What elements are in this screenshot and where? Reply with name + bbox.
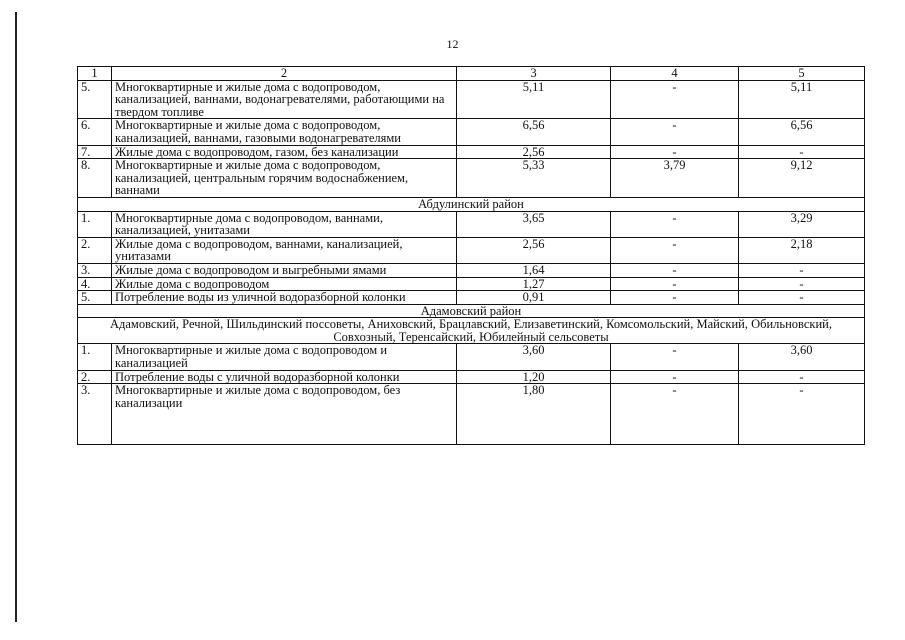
value-col4: - bbox=[611, 344, 739, 370]
value-col3: 1,80 bbox=[457, 384, 611, 445]
header-cell: 2 bbox=[112, 67, 457, 81]
value-col3: 1,27 bbox=[457, 277, 611, 291]
row-description: Жилые дома с водопроводом, газом, без канализации bbox=[112, 145, 457, 159]
section-row bbox=[78, 197, 865, 211]
row-description: Многоквартирные и жилые дома с водопроводом, канализацией, ваннами, газовыми водонагревателями bbox=[112, 119, 457, 145]
row-description: Многоквартирные дома с водопроводом, ваннами, канализацией, унитазами bbox=[112, 211, 457, 237]
section-note-councils: Адамовский, Речной, Шильдинский поссоветы, Аниховский, Брацлавский, Елизаветинский, Комсомольский, Майский, Обильновский, Совхозный, Теренсайский, Юбилейный сельсоветы bbox=[78, 318, 865, 344]
value-col4: - bbox=[611, 237, 739, 263]
tariff-table bbox=[77, 66, 865, 445]
value-col4: - bbox=[611, 211, 739, 237]
row-number: 3. bbox=[78, 263, 112, 277]
row-number: 2. bbox=[78, 237, 112, 263]
row-number: 1. bbox=[78, 211, 112, 237]
value-col5: 6,56 bbox=[739, 119, 865, 145]
section-note-row bbox=[78, 318, 865, 344]
value-col5: 5,11 bbox=[739, 80, 865, 119]
row-description: Жилые дома с водопроводом, ваннами, канализацией, унитазами bbox=[112, 237, 457, 263]
section-title-abdulinsky: Абдулинский район bbox=[78, 197, 865, 211]
section-title-adamovsky: Адамовский район bbox=[78, 304, 865, 318]
row-description: Жилые дома с водопроводом bbox=[112, 277, 457, 291]
table-row bbox=[78, 263, 865, 277]
header-cell: 3 bbox=[457, 67, 611, 81]
value-col4: - bbox=[611, 291, 739, 305]
value-col3: 6,56 bbox=[457, 119, 611, 145]
value-col3: 2,56 bbox=[457, 145, 611, 159]
row-number: 7. bbox=[78, 145, 112, 159]
value-col4: - bbox=[611, 277, 739, 291]
table-row bbox=[78, 384, 865, 445]
value-col5: - bbox=[739, 263, 865, 277]
row-number: 3. bbox=[78, 384, 112, 445]
row-number: 6. bbox=[78, 119, 112, 145]
header-cell: 4 bbox=[611, 67, 739, 81]
value-col5: 2,18 bbox=[739, 237, 865, 263]
value-col5: 9,12 bbox=[739, 159, 865, 198]
table-row bbox=[78, 211, 865, 237]
value-col4: - bbox=[611, 263, 739, 277]
value-col5: - bbox=[739, 277, 865, 291]
value-col5: 3,29 bbox=[739, 211, 865, 237]
table-header-row bbox=[78, 67, 865, 81]
value-col3: 1,64 bbox=[457, 263, 611, 277]
value-col5: - bbox=[739, 384, 865, 445]
table-row bbox=[78, 159, 865, 198]
table-row bbox=[78, 80, 865, 119]
value-col3: 3,65 bbox=[457, 211, 611, 237]
row-description: Многоквартирные и жилые дома с водопроводом, без канализации bbox=[112, 384, 457, 445]
value-col4: 3,79 bbox=[611, 159, 739, 198]
page-number: 12 bbox=[446, 37, 459, 51]
value-col4: - bbox=[611, 145, 739, 159]
row-number: 8. bbox=[78, 159, 112, 198]
row-number: 1. bbox=[78, 344, 112, 370]
value-col5: 3,60 bbox=[739, 344, 865, 370]
table-row bbox=[78, 277, 865, 291]
value-col5: - bbox=[739, 370, 865, 384]
value-col3: 5,11 bbox=[457, 80, 611, 119]
row-description: Потребление воды из уличной водоразборной колонки bbox=[112, 291, 457, 305]
row-description: Многоквартирные и жилые дома с водопроводом, канализацией, центральным горячим водоснабжением, ваннами bbox=[112, 159, 457, 198]
scan-edge-line bbox=[15, 12, 17, 622]
row-description: Многоквартирные и жилые дома с водопроводом и канализацией bbox=[112, 344, 457, 370]
value-col3: 2,56 bbox=[457, 237, 611, 263]
table-row bbox=[78, 237, 865, 263]
value-col3: 0,91 bbox=[457, 291, 611, 305]
value-col4: - bbox=[611, 370, 739, 384]
row-number: 5. bbox=[78, 291, 112, 305]
table-row bbox=[78, 344, 865, 370]
table-row bbox=[78, 119, 865, 145]
row-number: 2. bbox=[78, 370, 112, 384]
value-col3: 5,33 bbox=[457, 159, 611, 198]
header-cell: 1 bbox=[78, 67, 112, 81]
row-number: 4. bbox=[78, 277, 112, 291]
header-cell: 5 bbox=[739, 67, 865, 81]
value-col5: - bbox=[739, 145, 865, 159]
table-row bbox=[78, 291, 865, 305]
row-number: 5. bbox=[78, 80, 112, 119]
value-col3: 1,20 bbox=[457, 370, 611, 384]
section-row bbox=[78, 304, 865, 318]
value-col3: 3,60 bbox=[457, 344, 611, 370]
value-col4: - bbox=[611, 384, 739, 445]
row-description: Потребление воды с уличной водоразборной колонки bbox=[112, 370, 457, 384]
table-row bbox=[78, 370, 865, 384]
value-col5: - bbox=[739, 291, 865, 305]
table-row bbox=[78, 145, 865, 159]
row-description: Многоквартирные и жилые дома с водопроводом, канализацией, ваннами, водонагревателями, работающими на твердом топливе bbox=[112, 80, 457, 119]
row-description: Жилые дома с водопроводом и выгребными ямами bbox=[112, 263, 457, 277]
value-col4: - bbox=[611, 119, 739, 145]
value-col4: - bbox=[611, 80, 739, 119]
